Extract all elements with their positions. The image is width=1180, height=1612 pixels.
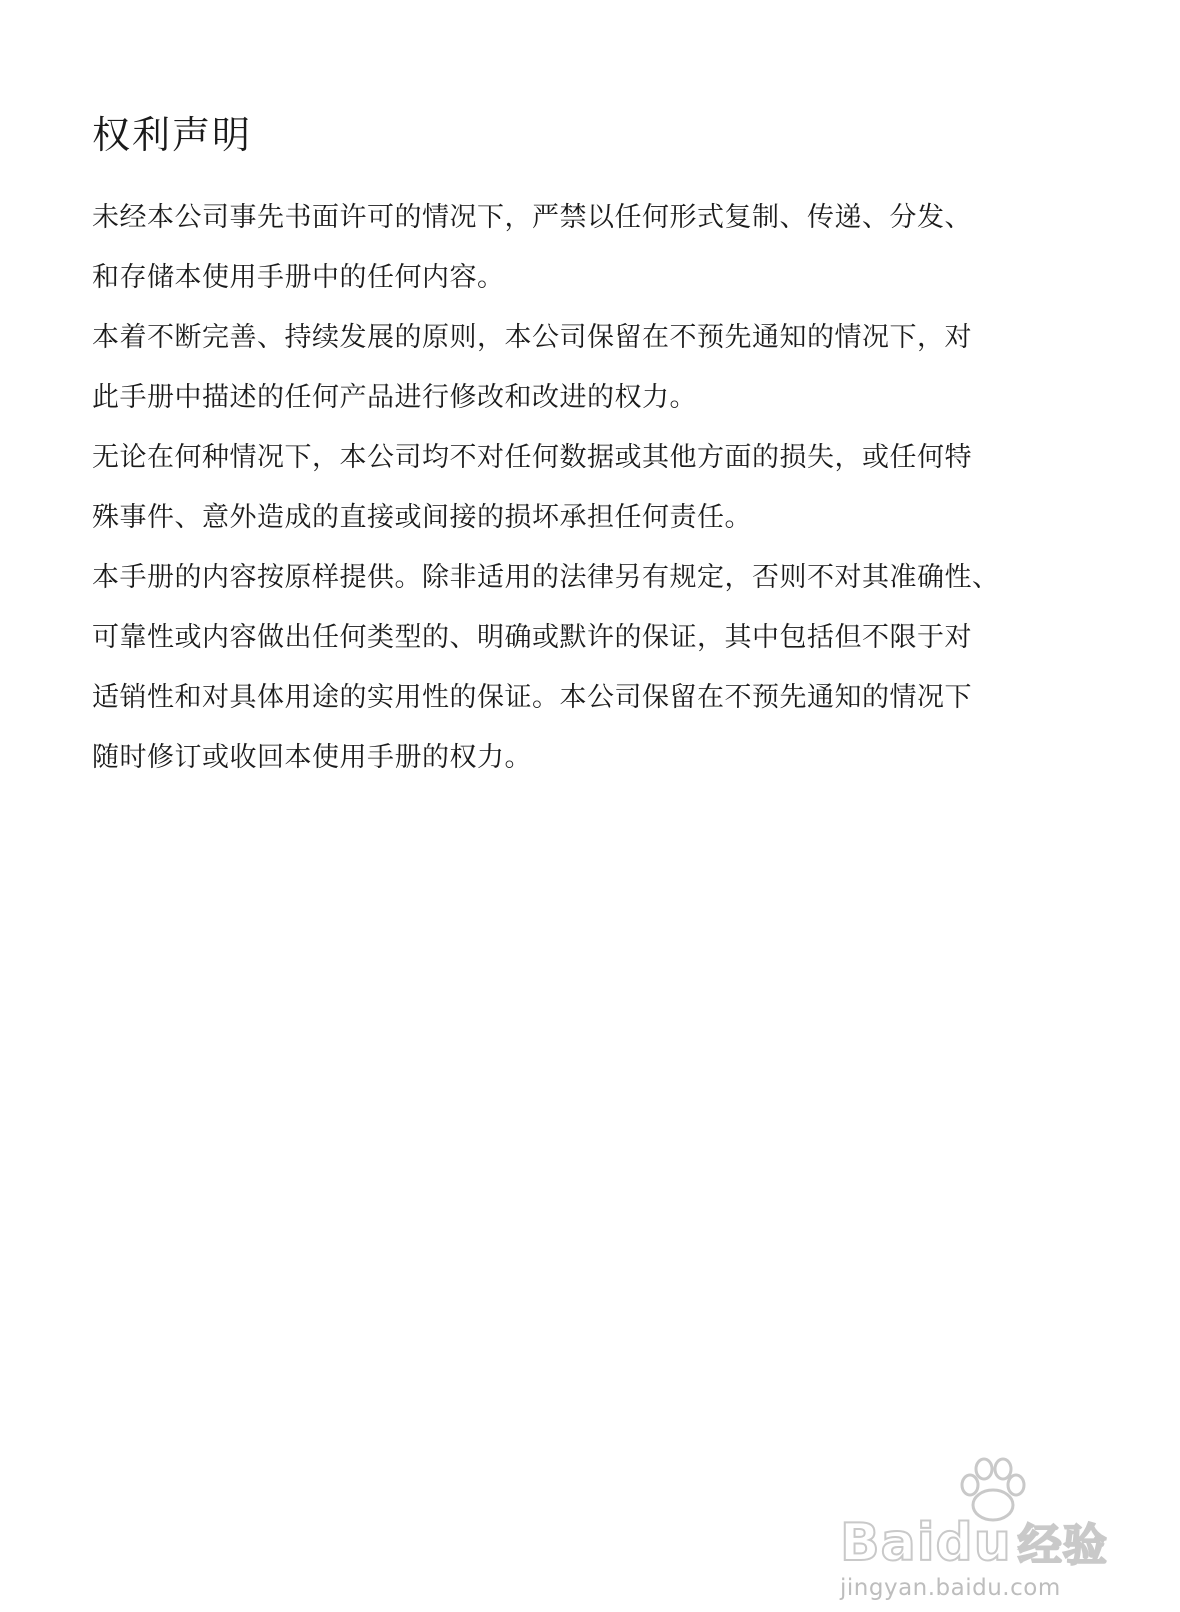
body-line: 此手册中描述的任何产品进行修改和改进的权力。 <box>92 382 697 413</box>
body-line: 适销性和对具体用途的实用性的保证。本公司保留在不预先通知的情况下 <box>92 682 972 713</box>
watermark-brand <box>840 1513 1108 1576</box>
watermark-brand-text: Baidu <box>840 1513 1012 1573</box>
watermark-url: jingyan.baidu.com <box>840 1575 1061 1601</box>
document-body <box>92 188 1052 788</box>
body-line: 殊事件、意外造成的直接或间接的损坏承担任何责任。 <box>92 502 752 533</box>
body-line: 随时修订或收回本使用手册的权力。 <box>92 742 532 773</box>
body-line: 可靠性或内容做出任何类型的、明确或默许的保证，其中包括但不限于对 <box>92 622 972 653</box>
body-line: 和存储本使用手册中的任何内容。 <box>92 262 505 293</box>
watermark-brand-cn: 经验 <box>1017 1520 1108 1571</box>
body-line: 本着不断完善、持续发展的原则，本公司保留在不预先通知的情况下，对 <box>92 322 972 353</box>
baidu-watermark <box>840 1455 1140 1600</box>
body-line: 本手册的内容按原样提供。除非适用的法律另有规定，否则不对其准确性、 <box>92 562 1000 593</box>
body-line: 无论在何种情况下，本公司均不对任何数据或其他方面的损失，或任何特 <box>92 442 972 473</box>
page-title: 权利声明 <box>92 113 253 157</box>
body-line: 未经本公司事先书面许可的情况下，严禁以任何形式复制、传递、分发、 <box>92 202 972 233</box>
